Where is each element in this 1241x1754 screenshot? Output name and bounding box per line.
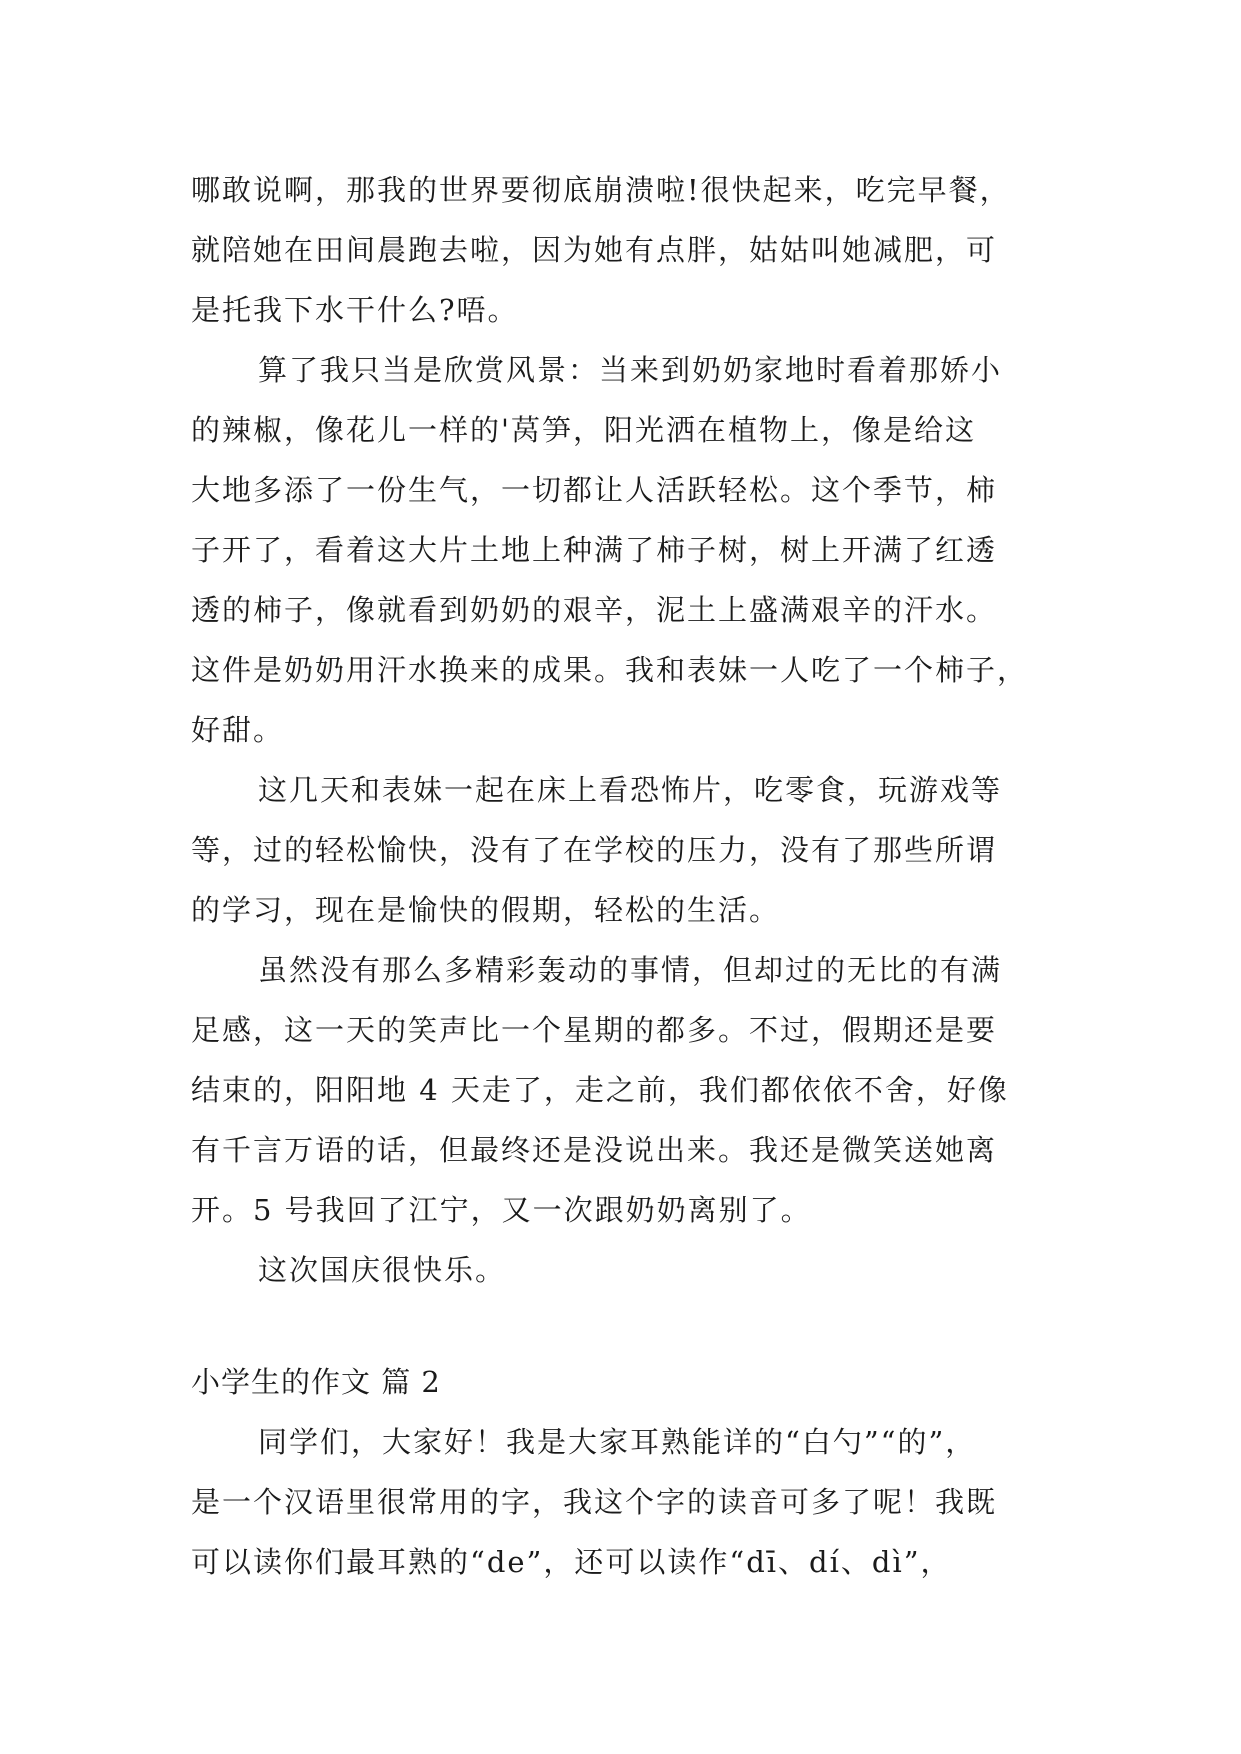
text-line: 透的柿子，像就看到奶奶的艰辛，泥土上盛满艰辛的汗水。 [191,593,998,627]
text-line: 这件是奶奶用汗水换来的成果。我和表妹一人吃了一个柿子， [191,653,1029,687]
text-line: 子开了，看着这大片土地上种满了柿子树，树上开满了红透 [191,533,998,567]
text-line: 足感，这一天的笑声比一个星期的都多。不过，假期还是要 [191,1013,998,1047]
text-line: 就陪她在田间晨跑去啦，因为她有点胖，姑姑叫她减肥，可 [191,233,998,267]
text-line: 有千言万语的话，但最终还是没说出来。我还是微笑送她离 [191,1133,998,1167]
paragraph-start-line: 这几天和表妹一起在床上看恐怖片，吃零食，玩游戏等 [258,773,1003,807]
text-line: 是一个汉语里很常用的字，我这个字的读音可多了呢！我既 [191,1485,998,1519]
text-line: 结束的，阳阳地 4 天走了，走之前，我们都依依不舍，好像 [191,1073,1009,1107]
section-heading: 小学生的作文 篇 2 [191,1365,441,1399]
paragraph-start-line: 同学们，大家好！我是大家耳熟能详的“白勺”“的”， [258,1425,977,1459]
text-line: 的辣椒，像花儿一样的'莴笋，阳光洒在植物上，像是给这 [191,413,976,447]
text-line: 的学习，现在是愉快的假期，轻松的生活。 [191,893,781,927]
paragraph-start-line: 虽然没有那么多精彩轰动的事情，但却过的无比的有满 [258,953,1003,987]
paragraph-start-line: 算了我只当是欣赏风景：当来到奶奶家地时看着那娇小 [258,353,1003,387]
text-line: 开。5 号我回了江宁，又一次跟奶奶离别了。 [191,1193,812,1227]
text-line: 大地多添了一份生气，一切都让人活跃轻松。这个季节，柿 [191,473,998,507]
text-line: 好甜。 [191,713,285,747]
text-line: 是托我下水干什么?唔。 [191,293,519,327]
text-line: 哪敢说啊，那我的世界要彻底崩溃啦!很快起来，吃完早餐， [191,173,1011,207]
text-line: 等，过的轻松愉快，没有了在学校的压力，没有了那些所谓 [191,833,998,867]
document-body [191,160,1081,1592]
paragraph-start-line: 这次国庆很快乐。 [258,1253,507,1287]
text-line: 可以读你们最耳熟的“de”，还可以读作“dī、dí、dì”， [191,1545,952,1579]
